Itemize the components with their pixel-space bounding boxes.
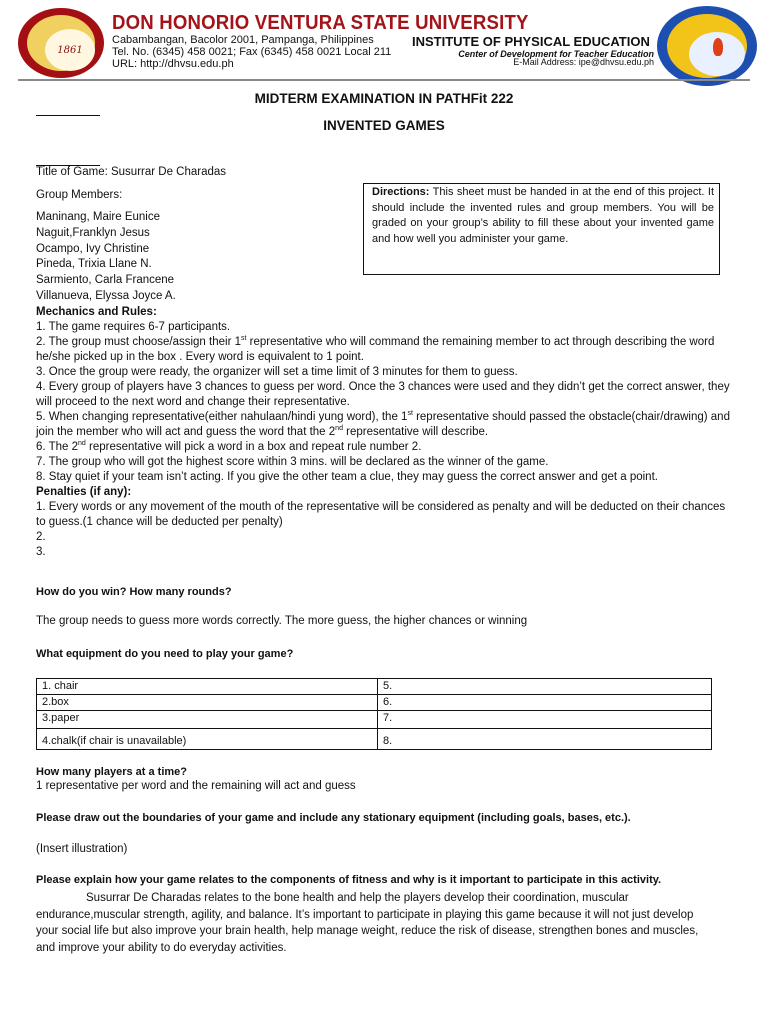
penalty-3: 3. [36,546,46,558]
rule-7: 7. The group who will got the highest score within 3 mins. will be declared as the winner of the game. [36,456,549,468]
rule-6-text: 6. The 2 [36,441,78,453]
rule-6-text: representative will pick a word in a box and repeat rule number 2. [85,441,422,453]
rule-5 [36,410,736,440]
rule-1: 1. The game requires 6-7 participants. [36,321,231,333]
list-item: Sarmiento, Carla Francene [36,274,175,287]
institute-name: INSTITUTE OF PHYSICAL EDUCATION [412,34,650,49]
penalties-heading: Penalties (if any): [36,486,132,498]
mechanics-heading: Mechanics and Rules: [36,306,157,318]
table-cell: 6. [378,695,712,711]
players-answer: 1 representative per word and the remaining will act and guess [36,780,356,792]
directions-box [363,183,720,275]
table-cell: 7. [378,711,712,729]
rule-5-text: 5. When changing representative(either nahulaan/hindi yung word), the 1 [36,411,408,423]
university-name: DON HONORIO VENTURA STATE UNIVERSITY [112,12,529,34]
list-item: Maninang, Maire Eunice [36,211,161,223]
rule-2-text: 2. The group must choose/assign their 1 [36,336,241,348]
table-cell: 8. [378,729,712,750]
fitness-answer [36,890,716,956]
list-item: Ocampo, Ivy Christine [36,242,150,255]
fitness-question: Please explain how your game relates to the components of fitness and why is it important to participate in this activity. [36,874,662,886]
ordinal-suffix: nd [335,425,343,433]
rule-3: 3. Once the group were ready, the organizer will set a time limit of 3 minutes for them to guess. [36,366,518,378]
exam-title: MIDTERM EXAMINATION IN PATHFit 222 [254,91,514,106]
boundaries-question: Please draw out the boundaries of your game and include any stationary equipment (including goals, bases, etc.). [36,812,631,824]
ordinal-suffix: st [241,335,247,343]
rule-5-text: representative should passed the obstacle(chair/drawing) and join the member who will act and guess the word that the 2 [36,411,730,438]
directions-text: This sheet must be handed in at the end of this project. It should include the invented rules and group members. You will be graded on your group’s ability to fill these about your invented game and how well you administer your game. [372,186,714,245]
directions-label: Directions: [372,186,430,198]
table-cell: 3.paper [37,711,378,729]
rule-2 [36,335,736,365]
table-cell: 1. chair [37,679,378,695]
list-item: Pineda, Trixia Llane N. [36,258,152,271]
win-answer: The group needs to guess more words correctly. The more guess, the higher chances or winning [36,615,528,627]
players-question: How many players at a time? [36,766,187,778]
university-seal-logo [18,8,104,78]
exam-subtitle: INVENTED GAMES [323,118,445,133]
torch-icon [713,38,723,56]
seal-year: 1861 [57,45,83,56]
penalty-1: 1. Every words or any movement of the mouth of the representative will be considered as penalty and will be deducted on their chances to guess.(1 chance will be deducted per penalty) [36,501,726,528]
rule-4: 4. Every group of players have 3 chances to guess per word. Once the 3 chances were used and they didn’t get the correct answer, they will proceed to the next word and change their representative. [36,381,730,408]
equipment-question: What equipment do you need to play your game? [36,648,294,660]
ordinal-suffix: nd [78,440,86,448]
game-title: Title of Game: Susurrar De Charadas [36,166,227,178]
rule-8: 8. Stay quiet if your team isn’t acting. If you give the other team a clue, they may guess the correct answer and get a point. [36,471,658,483]
win-question: How do you win? How many rounds? [36,586,232,598]
illustration-placeholder: (Insert illustration) [36,843,128,855]
blank-underline [36,115,100,116]
group-members-label: Group Members: [36,189,123,201]
university-phone: Tel. No. (6345) 458 0021; Fax (6345) 458 0021 Local 211 [112,46,392,58]
table-cell: 5. [378,679,712,695]
university-url: URL: http://dhvsu.edu.ph [112,58,234,70]
table-row [37,729,712,750]
institute-email: E-Mail Address: ipe@dhvsu.edu.ph [513,57,654,67]
ordinal-suffix: st [407,410,413,418]
header-divider [18,79,750,81]
table-row [37,679,712,695]
table-row [37,695,712,711]
rule-2-text: representative who will command the remaining member to act through describing the word he/she picked up in the box . Every word is equivalent to 1 point. [36,336,715,363]
group-members-list [36,210,176,305]
table-row [37,711,712,729]
rule-6 [36,440,736,455]
rule-5-text: representative will describe. [342,426,489,438]
institute-seal-logo [657,6,757,86]
list-item: Villanueva, Elyssa Joyce A. [36,289,176,302]
university-address: Cabambangan, Bacolor 2001, Pampanga, Philippines [112,34,374,46]
table-cell: 4.chalk(if chair is unavailable) [37,729,378,750]
fitness-answer-text: Susurrar De Charadas relates to the bone health and help the players develop their coordination, muscular endurance,muscular strength, agility, and balance. It’s important to participate in playing this game because it will not just develop your social life but also improve your brain health, help manage weight, reduce the risk of disease, strengthen bones and muscles, and improve your ability to do everyday activities. [36,892,699,954]
mechanics-section [36,305,736,560]
center-of-development: Center of Development for Teacher Education [458,49,654,59]
table-cell: 2.box [37,695,378,711]
penalty-2: 2. [36,531,46,543]
list-item: Naguit,Franklyn Jesus [36,226,150,239]
equipment-table [36,678,712,750]
